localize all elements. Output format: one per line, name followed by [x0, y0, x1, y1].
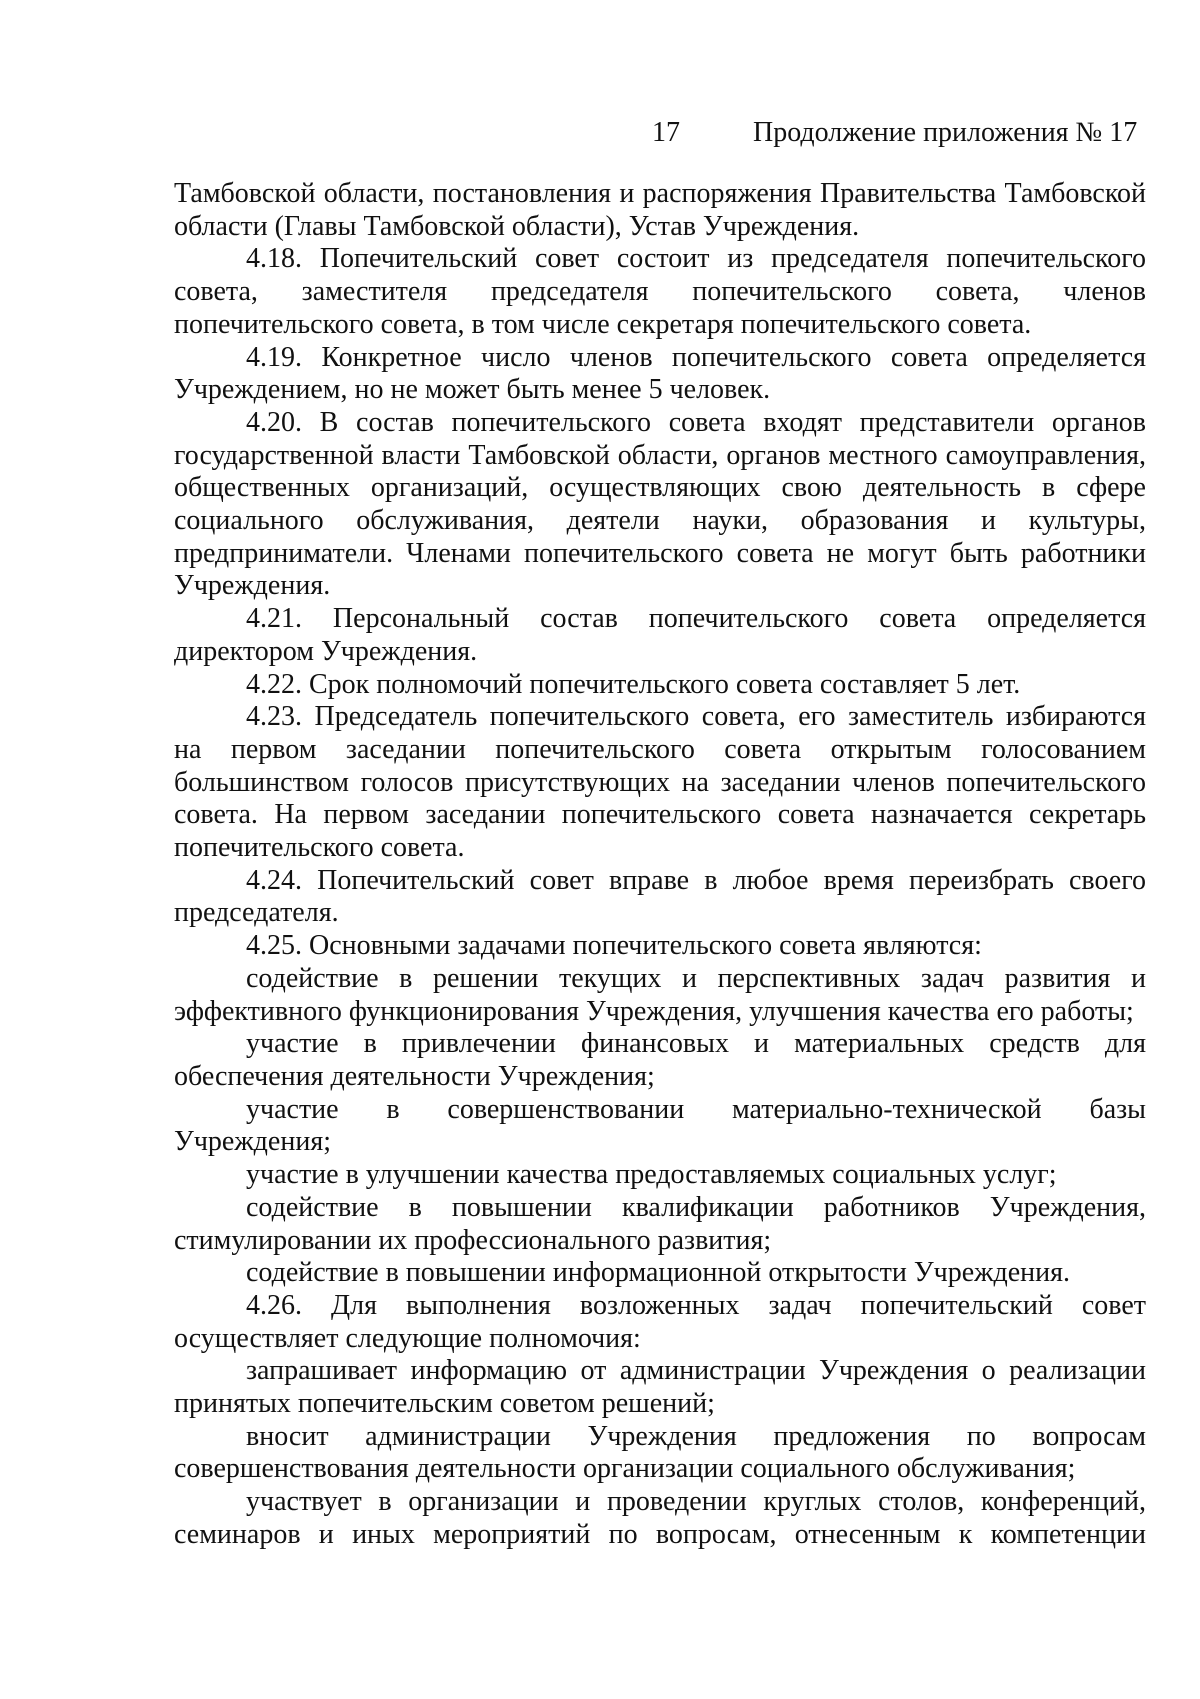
- authority-item: запрашивает информацию от администрации Учреждения о реализации принятых попечительским советом решений;: [174, 1355, 1146, 1420]
- page-header: [0, 113, 1200, 153]
- paragraph-4-25: 4.25. Основными задачами попечительского совета являются:: [246, 930, 982, 962]
- paragraph-4-18: 4.18. Попечительский совет состоит из председателя попечительского совета, заместителя председателя попечительского совета, членов попечительского совета, в том числе секретаря попечительского совета.: [174, 243, 1146, 340]
- authority-item: участвует в организации и проведении круглых столов, конференций, семинаров и иных мероприятий по вопросам, отнесенным к компетенции: [174, 1486, 1146, 1550]
- document-body: [174, 178, 1146, 1552]
- paragraph-4-22: 4.22. Срок полномочий попечительского совета составляет 5 лет.: [246, 668, 1021, 700]
- paragraph-continuation: Тамбовской области, постановления и распоряжения Правительства Тамбовской области (Главы Тамбовской области), Устав Учреждения.: [174, 178, 1146, 242]
- paragraph-4-19: 4.19. Конкретное число членов попечительского совета определяется Учреждением, но не может быть менее 5 человек.: [174, 341, 1146, 406]
- task-item: участие в совершенствовании материально-технической базы Учреждения;: [174, 1093, 1146, 1158]
- authority-item: вносит администрации Учреждения предложения по вопросам совершенствования деятельности организации социального обслуживания;: [174, 1420, 1146, 1485]
- task-item: участие в привлечении финансовых и материальных средств для обеспечения деятельности Учреждения;: [174, 1028, 1146, 1092]
- task-item: участие в улучшении качества предоставляемых социальных услуг;: [246, 1159, 1057, 1191]
- page-number: 17: [652, 117, 680, 148]
- paragraph-4-20: 4.20. В состав попечительского совета входят представители органов государственной власти Тамбовской области, органов местного самоуправления, общественных организаций, осуществляющих свою деятельность в сфере социального обслуживания, деятели науки, образования и культуры, предприниматели. Членами попечительского совета не могут быть работники Учреждения.: [174, 406, 1146, 602]
- task-item: содействие в повышении квалификации работников Учреждения, стимулировании их профессионального развития;: [174, 1191, 1146, 1256]
- paragraph-4-23: 4.23. Председатель попечительского совета, его заместитель избираются на первом заседании попечительского совета открытым голосованием большинством голосов присутствующих на заседании членов попечительского совета. На первом заседании попечительского совета назначается секретарь попечительского совета.: [174, 701, 1146, 864]
- task-item: содействие в повышении информационной открытости Учреждения.: [246, 1257, 1071, 1289]
- paragraph-4-21: 4.21. Персональный состав попечительского совета определяется директором Учреждения.: [174, 603, 1146, 667]
- paragraph-4-24: 4.24. Попечительский совет вправе в любое время переизбрать своего председателя.: [174, 864, 1146, 929]
- appendix-continuation-label: Продолжение приложения № 17: [753, 117, 1138, 148]
- paragraph-4-26: 4.26. Для выполнения возложенных задач попечительский совет осуществляет следующие полномочия:: [174, 1289, 1146, 1354]
- task-item: содействие в решении текущих и перспективных задач развития и эффективного функционирования Учреждения, улучшения качества его работы;: [174, 962, 1146, 1027]
